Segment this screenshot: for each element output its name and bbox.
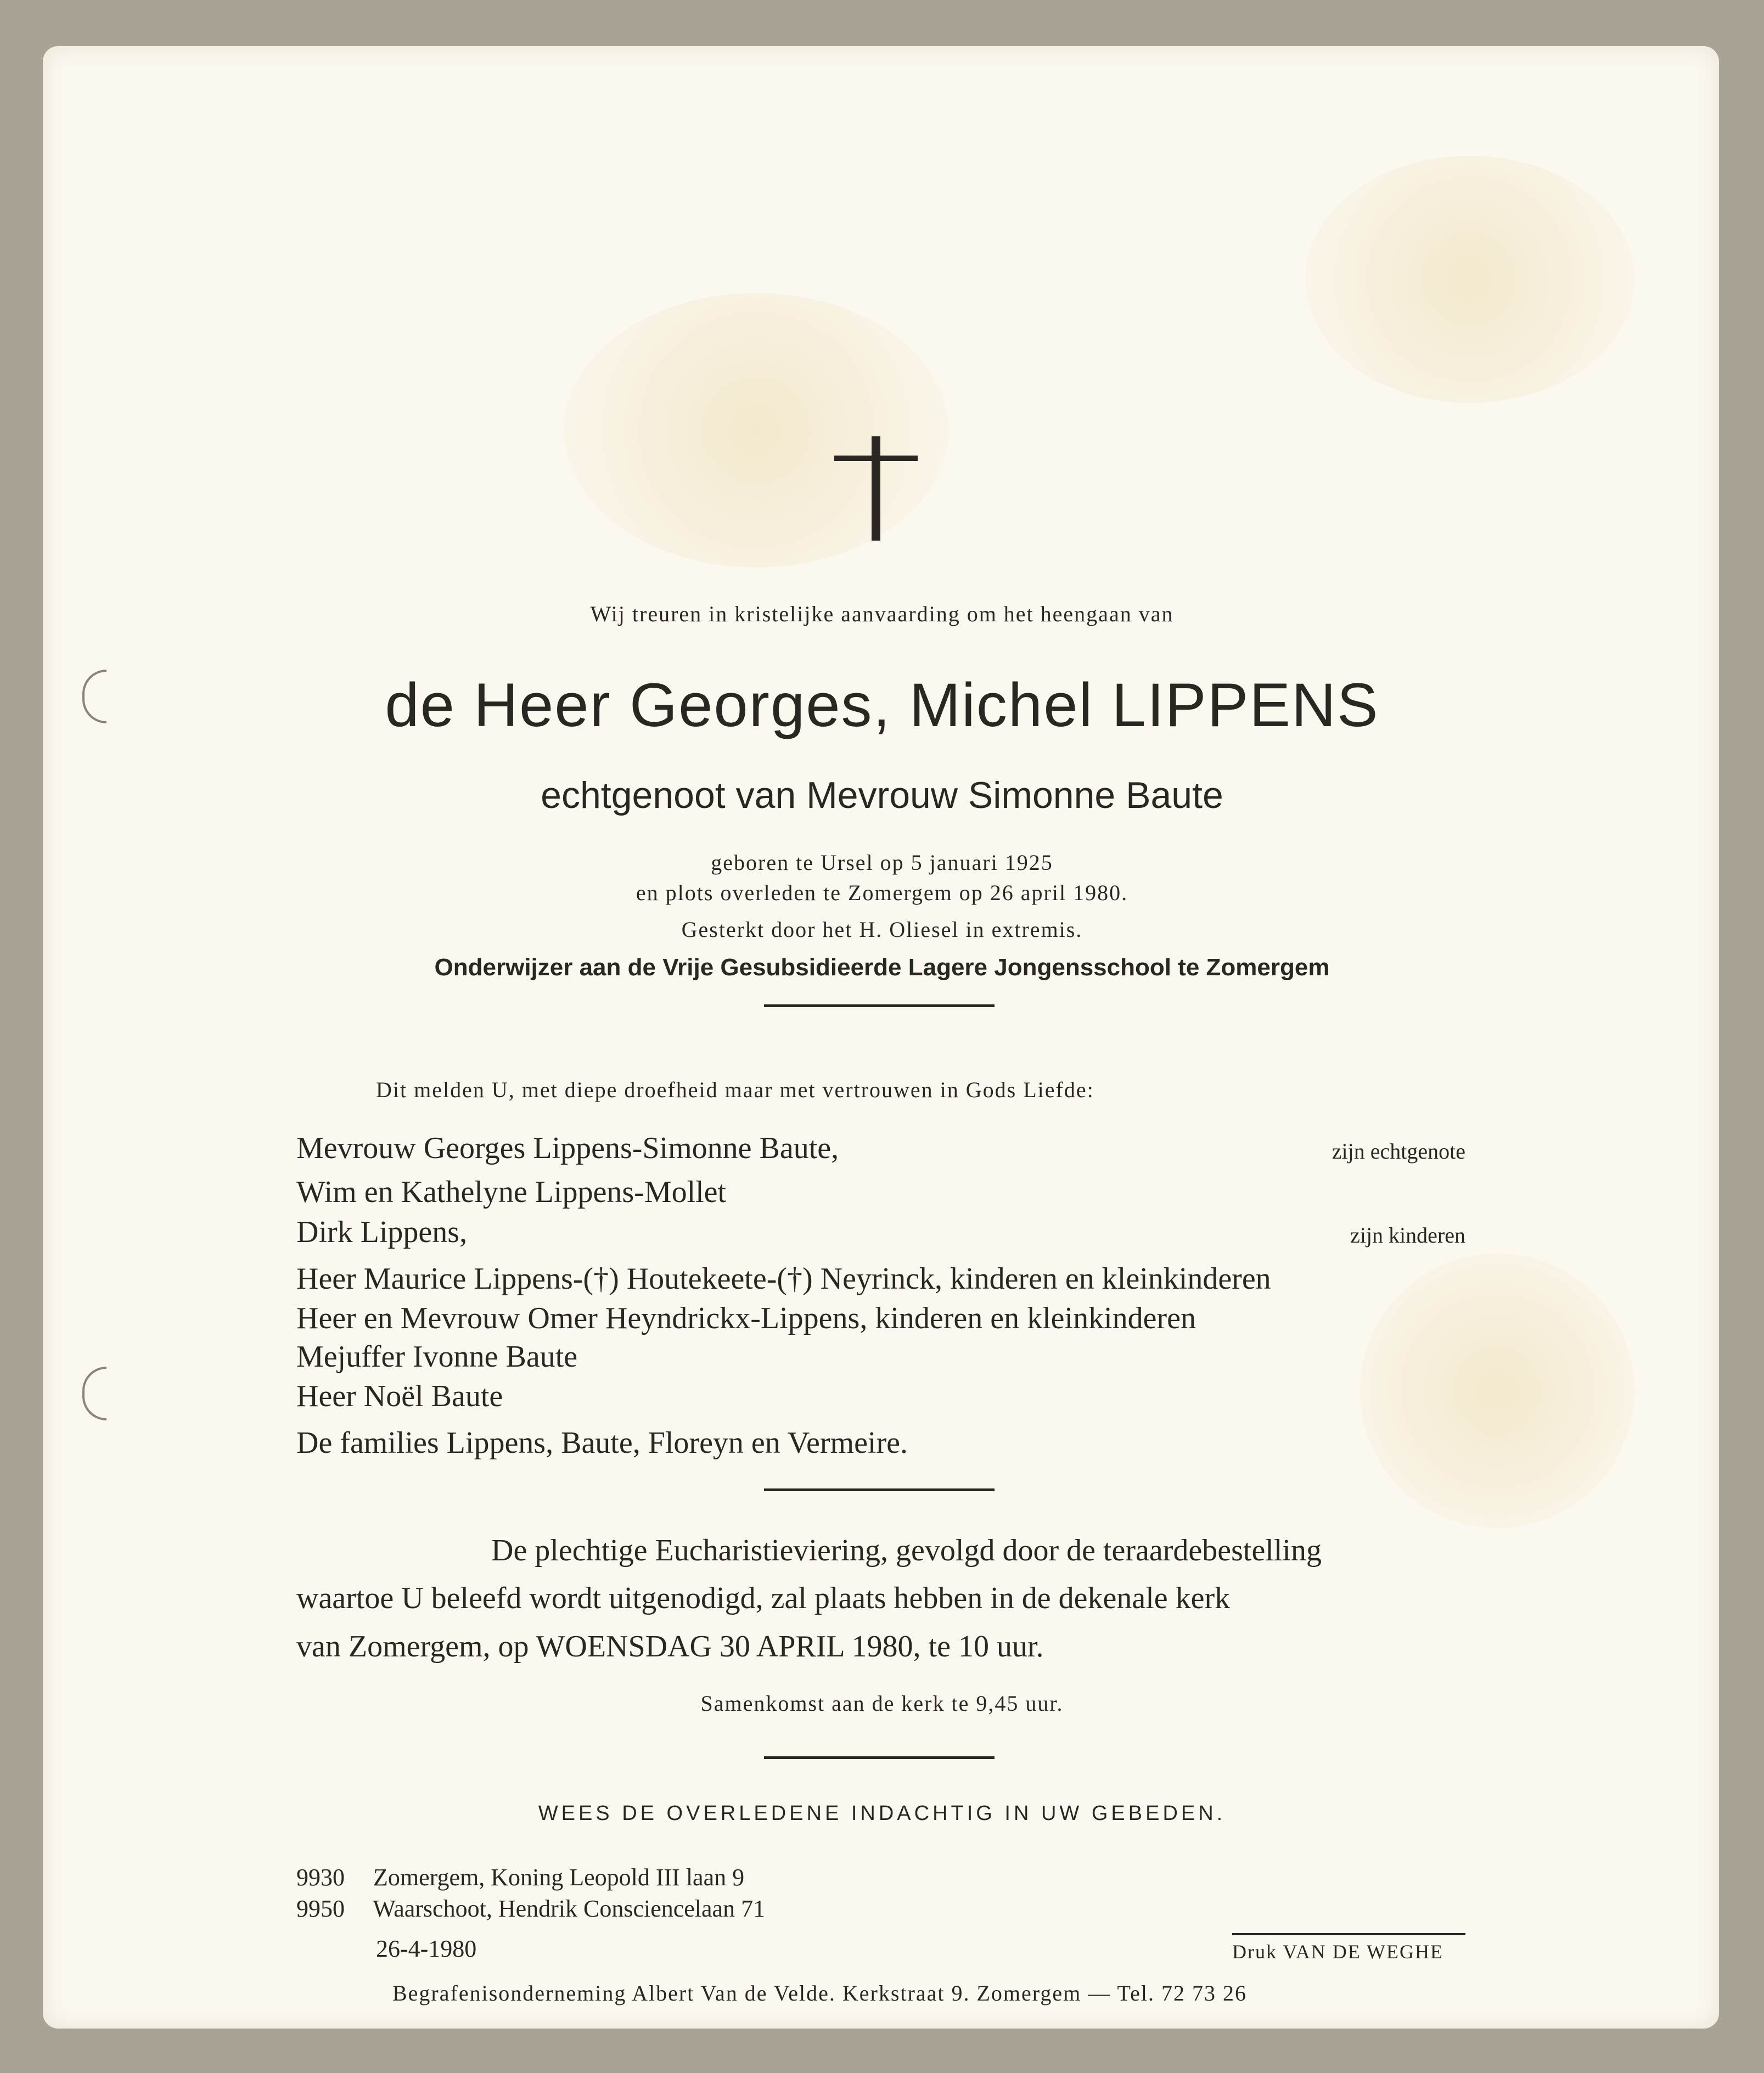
notice-date: 26-4-1980	[376, 1935, 477, 1962]
mourner-name: De families Lippens, Baute, Floreyn en Vermeire.	[296, 1426, 908, 1460]
spouse-line: echtgenoot van Mevrouw Simonne Baute	[541, 774, 1223, 816]
mourner-relation: zijn kinderen	[1350, 1223, 1465, 1248]
mourner-name: Wim en Kathelyne Lippens-Mollet	[296, 1175, 727, 1209]
prayer-line: WEES DE OVERLEDENE INDACHTIG IN UW GEBEDEN.	[538, 1802, 1226, 1825]
mourner-row	[296, 1131, 1465, 1169]
printer-rule	[1232, 1933, 1465, 1935]
cross-icon	[872, 436, 880, 541]
mourner-name: Mevrouw Georges Lippens-Simonne Baute,	[296, 1131, 839, 1165]
gathering-line: Samenkomst aan de kerk te 9,45 uur.	[700, 1691, 1064, 1716]
divider	[764, 1756, 995, 1759]
mourner-row	[296, 1339, 1465, 1378]
address-text: Zomergem, Koning Leopold III laan 9	[373, 1864, 745, 1891]
ceremony-line-1: De plechtige Eucharistieviering, gevolgd door de teraardebestelling	[491, 1533, 1322, 1568]
occupation-line: Onderwijzer aan de Vrije Gesubsidieerde Lagere Jongensschool te Zomergem	[434, 954, 1330, 981]
announce-line: Dit melden U, met diepe droefheid maar met vertrouwen in Gods Liefde:	[376, 1077, 1094, 1102]
mourner-name: Mejuffer Ivonne Baute	[296, 1340, 578, 1374]
mourner-row	[296, 1379, 1465, 1417]
birth-line: geboren te Ursel op 5 januari 1925	[711, 850, 1053, 875]
divider	[764, 1004, 995, 1007]
address-row	[296, 1895, 765, 1923]
mourner-row	[296, 1425, 1465, 1464]
mourner-row	[296, 1215, 1465, 1253]
memorial-card	[43, 46, 1719, 2029]
sacrament-line: Gesterkt door het H. Oliesel in extremis.	[681, 917, 1083, 942]
mourner-name: Dirk Lippens,	[296, 1215, 468, 1249]
deceased-name: de Heer Georges, Michel LIPPENS	[385, 671, 1379, 739]
cross-icon-bar	[834, 456, 918, 461]
mourner-name: Heer Maurice Lippens-(†) Houtekeete-(†) Neyrinck, kinderen en kleinkinderen	[296, 1262, 1271, 1296]
mourner-relation: zijn echtgenote	[1332, 1139, 1465, 1164]
postal-code: 9950	[296, 1895, 345, 1922]
address-text: Waarschoot, Hendrik Consciencelaan 71	[373, 1895, 766, 1922]
mourner-row	[296, 1261, 1465, 1300]
intro-text: Wij treuren in kristelijke aanvaarding om het heengaan van	[590, 602, 1174, 626]
mourner-row	[296, 1301, 1465, 1339]
postal-code: 9930	[296, 1864, 345, 1891]
mourner-name: Heer en Mevrouw Omer Heyndrickx-Lippens, kinderen en kleinkinderen	[296, 1301, 1196, 1335]
printer-credit: Druk VAN DE WEGHE	[1232, 1941, 1443, 1963]
ceremony-line-3: van Zomergem, op WOENSDAG 30 APRIL 1980, te 10 uur.	[296, 1630, 1044, 1664]
death-line: en plots overleden te Zomergem op 26 april 1980.	[636, 880, 1128, 905]
undertaker-line: Begrafenisonderneming Albert Van de Velde. Kerkstraat 9. Zomergem — Tel. 72 73 26	[392, 1981, 1248, 2005]
divider	[764, 1488, 995, 1491]
ceremony-line-2: waartoe U beleefd wordt uitgenodigd, zal plaats hebben in de dekenale kerk	[296, 1581, 1231, 1615]
mourner-name: Heer Noël Baute	[296, 1379, 503, 1413]
address-row	[296, 1863, 744, 1891]
mourner-row	[296, 1175, 1465, 1213]
